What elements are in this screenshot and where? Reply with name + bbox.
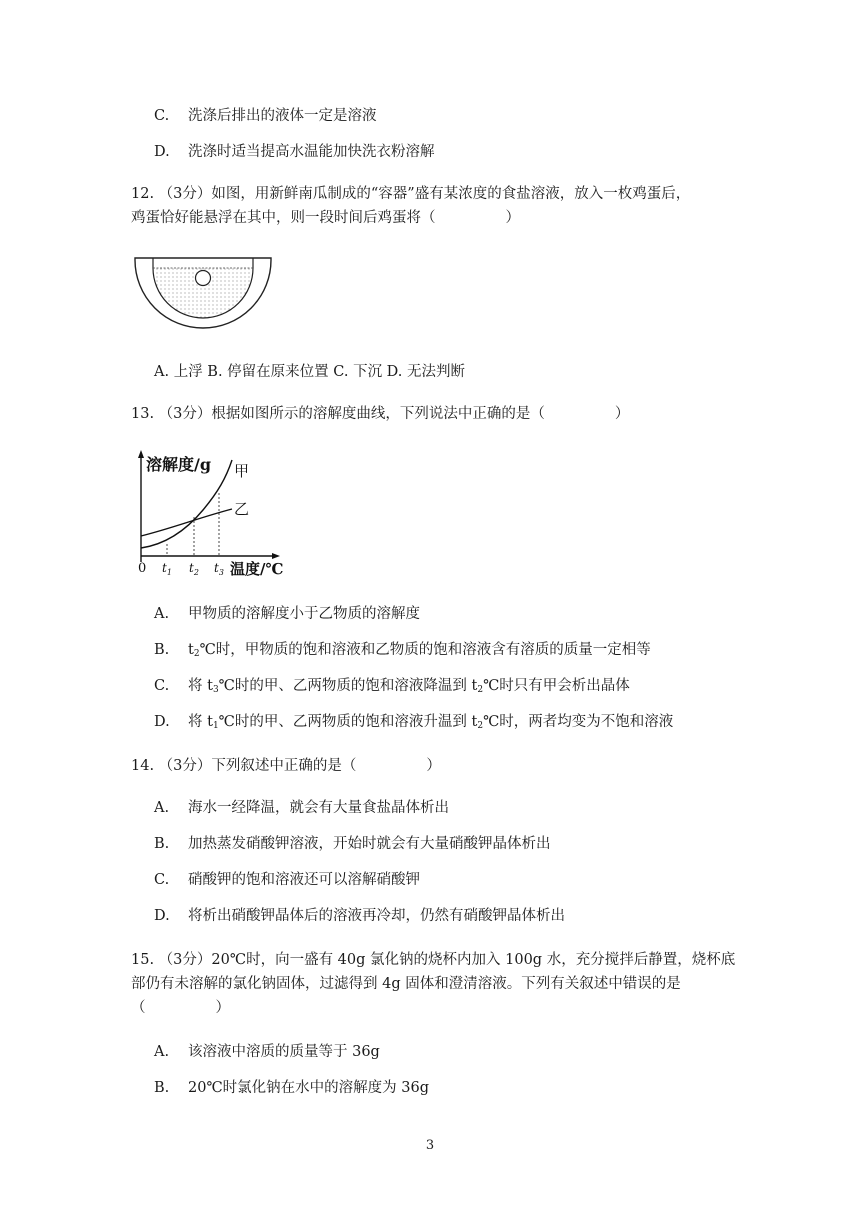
- pumpkin-container-figure: [132, 256, 274, 340]
- option-text: 将析出硝酸钾晶体后的溶液再冷却，仍然有硝酸钾晶体析出: [188, 908, 565, 924]
- q12-stem-text: 鸡蛋恰好能悬浮在其中，则一段时间后鸡蛋将（: [131, 210, 436, 226]
- option-letter: A.: [154, 1044, 170, 1060]
- option-text-prefix: 将 t: [188, 714, 213, 730]
- option-text-prefix: 将 t: [188, 678, 213, 694]
- x-axis-arrow: [272, 553, 280, 559]
- option-subscript: 2: [477, 685, 484, 695]
- q13-option-d: [154, 712, 673, 736]
- option-letter: D.: [154, 908, 170, 924]
- x-axis-label: 温度/℃: [230, 560, 284, 578]
- curve-jia-label: 甲: [234, 462, 250, 480]
- q13-option-c: [154, 676, 630, 700]
- y-axis-arrow: [138, 450, 144, 458]
- option-letter: D.: [154, 144, 170, 160]
- q15-option-a: [154, 1042, 380, 1062]
- option-letter: C.: [154, 678, 170, 694]
- t2-label: $t_2$: [189, 561, 199, 577]
- t1-label: $t_1$: [162, 561, 172, 577]
- q13-stem: [131, 404, 629, 424]
- option-subscript: 2: [193, 649, 200, 659]
- egg-icon: [196, 271, 211, 286]
- option-text: ℃时，甲物质的饱和溶液和乙物质的饱和溶液含有溶质的质量一定相等: [199, 642, 651, 658]
- option-letter: B.: [154, 642, 170, 658]
- q15-close-paren: ）: [215, 1000, 230, 1016]
- option-subscript: 2: [477, 721, 484, 731]
- option-text: 20℃时氯化钠在水中的溶解度为 36g: [188, 1080, 430, 1096]
- q13-stem-close: ）: [614, 406, 630, 422]
- q14-option-b: [154, 834, 551, 854]
- q14-stem-text: 14. （3分）下列叙述中正确的是（: [131, 758, 357, 774]
- q12-options: A. 上浮 B. 停留在原来位置 C. 下沉 D. 无法判断: [154, 364, 466, 380]
- option-letter: C.: [154, 872, 170, 888]
- option-text: 海水一经降温，就会有大量食盐晶体析出: [188, 800, 449, 816]
- curve-yi: [141, 509, 232, 536]
- option-letter: A.: [154, 606, 170, 622]
- q15-option-b: [154, 1078, 429, 1098]
- q14-option-a: [154, 798, 449, 818]
- option-text: 甲物质的溶解度小于乙物质的溶解度: [188, 606, 420, 622]
- q15-stem-line3: [131, 998, 230, 1018]
- q13-stem-text: 13. （3分）根据如图所示的溶解度曲线，下列说法中正确的是（: [131, 406, 545, 422]
- t3-label: $t_3$: [214, 561, 224, 577]
- q14-option-d: [154, 906, 565, 926]
- option-text-post: ℃时只有甲会析出晶体: [483, 678, 630, 694]
- q11-option-c: [154, 106, 377, 126]
- option-text-post: ℃时，两者均变为不饱和溶液: [483, 714, 674, 730]
- solubility-curve-figure: [128, 444, 298, 580]
- curve-yi-label: 乙: [234, 500, 250, 518]
- option-text: 洗涤后排出的液体一定是溶液: [188, 108, 377, 124]
- option-text: 该溶液中溶质的质量等于 36g: [188, 1044, 380, 1060]
- q15-open-paren: （: [131, 1000, 146, 1016]
- option-subscript: 1: [212, 721, 219, 731]
- q14-option-c: [154, 870, 420, 890]
- option-letter: B.: [154, 836, 170, 852]
- q14-stem-close: ）: [426, 758, 441, 774]
- option-letter: A.: [154, 800, 170, 816]
- origin-label: 0: [138, 561, 147, 576]
- q12-stem-close: ）: [505, 210, 520, 226]
- option-subscript: 3: [212, 685, 219, 695]
- option-letter: C.: [154, 108, 170, 124]
- q12-stem-line1: 12. （3分）如图，用新鲜南瓜制成的“容器”盛有某浓度的食盐溶液，放入一枚鸡蛋后，: [131, 186, 691, 202]
- q15-stem-line1: 15. （3分）20℃时，向一盛有 40g 氯化钠的烧杯内加入 100g 水，充分搅拌后静置，烧杯底: [131, 952, 736, 968]
- option-text-mid: ℃时的甲、乙两物质的饱和溶液降温到 t: [218, 678, 478, 694]
- q11-option-d: [154, 142, 435, 162]
- option-text: 洗涤时适当提高水温能加快洗衣粉溶解: [188, 144, 435, 160]
- q13-option-a: [154, 604, 420, 624]
- page-number: 3: [425, 1138, 435, 1153]
- option-text-prefix: t: [188, 642, 194, 658]
- option-text-mid: ℃时的甲、乙两物质的饱和溶液升温到 t: [218, 714, 478, 730]
- option-letter: B.: [154, 1080, 170, 1096]
- q13-option-b: [154, 640, 651, 664]
- option-letter: D.: [154, 714, 170, 730]
- q12-stem-line2: [131, 208, 520, 228]
- option-text: 加热蒸发硝酸钾溶液，开始时就会有大量硝酸钾晶体析出: [188, 836, 551, 852]
- y-axis-label: 溶解度/g: [146, 455, 212, 474]
- q15-stem-line2: 部仍有未溶解的氯化钠固体，过滤得到 4g 固体和澄清溶液。下列有关叙述中错误的是: [131, 976, 681, 992]
- option-text: 硝酸钾的饱和溶液还可以溶解硝酸钾: [188, 872, 420, 888]
- q14-stem: [131, 756, 441, 776]
